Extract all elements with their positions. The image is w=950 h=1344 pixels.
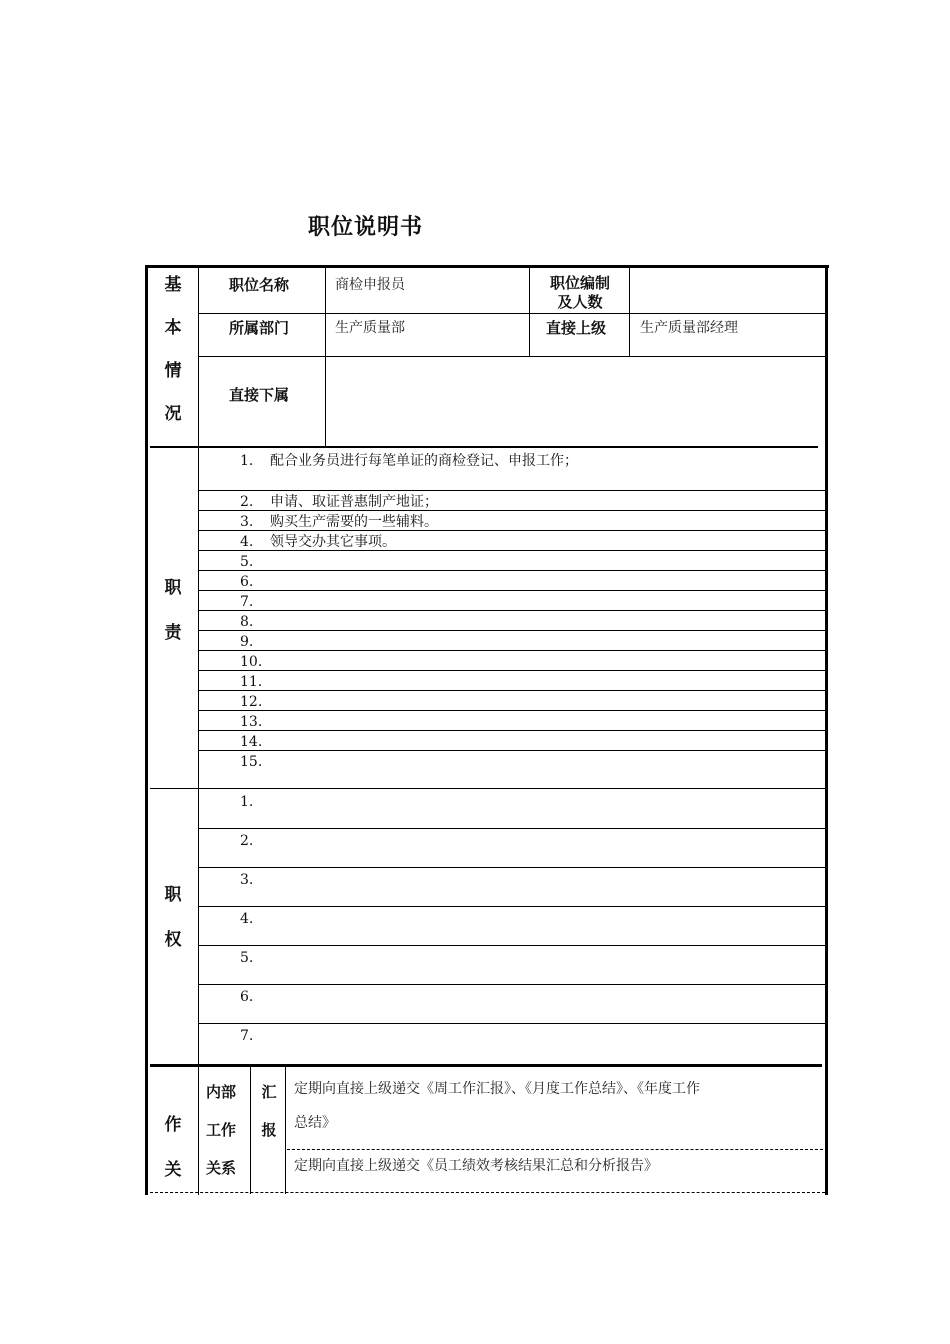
position-name-label: 职位名称: [229, 276, 290, 294]
position-name-value: 商检申报员: [335, 277, 405, 293]
section-work-relations: 作 关: [164, 1115, 182, 1180]
duty-item: 2. 申请、取证普惠制产地证；: [240, 494, 438, 510]
duty-item: 4. 领导交办其它事项。: [240, 534, 396, 550]
authority-item: 6.: [240, 989, 254, 1005]
authority-item: 5.: [240, 950, 254, 966]
section-authority: 职 权: [164, 885, 182, 950]
internal-relations-label: 内部 工作 关系: [206, 1083, 237, 1177]
authority-item: 2.: [240, 833, 254, 849]
authority-item: 1.: [240, 794, 254, 810]
duty-item: 1. 配合业务员进行每笔单证的商检登记、申报工作；: [240, 453, 578, 469]
authority-item: 3.: [240, 872, 254, 888]
report-item-2: 定期向直接上级递交《员工绩效考核结果汇总和分析报告》: [294, 1158, 658, 1174]
duty-item: 5.: [240, 554, 254, 570]
superior-label: 直接上级: [546, 319, 607, 337]
section-basic-info: 基 本 情 况: [164, 275, 182, 424]
report-item-1: 定期向直接上级递交《周工作汇报》、《月度工作总结》、《年度工作 总结》: [294, 1081, 700, 1131]
superior-value: 生产质量部经理: [640, 320, 738, 336]
duty-item: 15.: [240, 754, 263, 770]
duty-item: 8.: [240, 614, 254, 630]
section-duties: 职 责: [164, 578, 182, 643]
duty-item: 9.: [240, 634, 254, 650]
headcount-label: 职位编制 及人数: [549, 274, 610, 311]
duty-item: 13.: [240, 714, 263, 730]
page-title: 职位说明书: [308, 215, 424, 240]
authority-item: 7.: [240, 1028, 254, 1044]
report-label: 汇 报: [261, 1083, 277, 1139]
department-label: 所属部门: [229, 319, 290, 337]
department-value: 生产质量部: [335, 320, 405, 336]
duty-item: 14.: [240, 734, 263, 750]
duty-item: 6.: [240, 574, 254, 590]
subordinate-label: 直接下属: [229, 386, 290, 404]
duty-item: 3. 购买生产需要的一些辅料。: [240, 514, 438, 530]
authority-item: 4.: [240, 911, 254, 927]
duty-item: 10.: [240, 654, 263, 670]
duty-item: 7.: [240, 594, 254, 610]
duty-item: 12.: [240, 694, 263, 710]
duty-item: 11.: [240, 674, 263, 690]
